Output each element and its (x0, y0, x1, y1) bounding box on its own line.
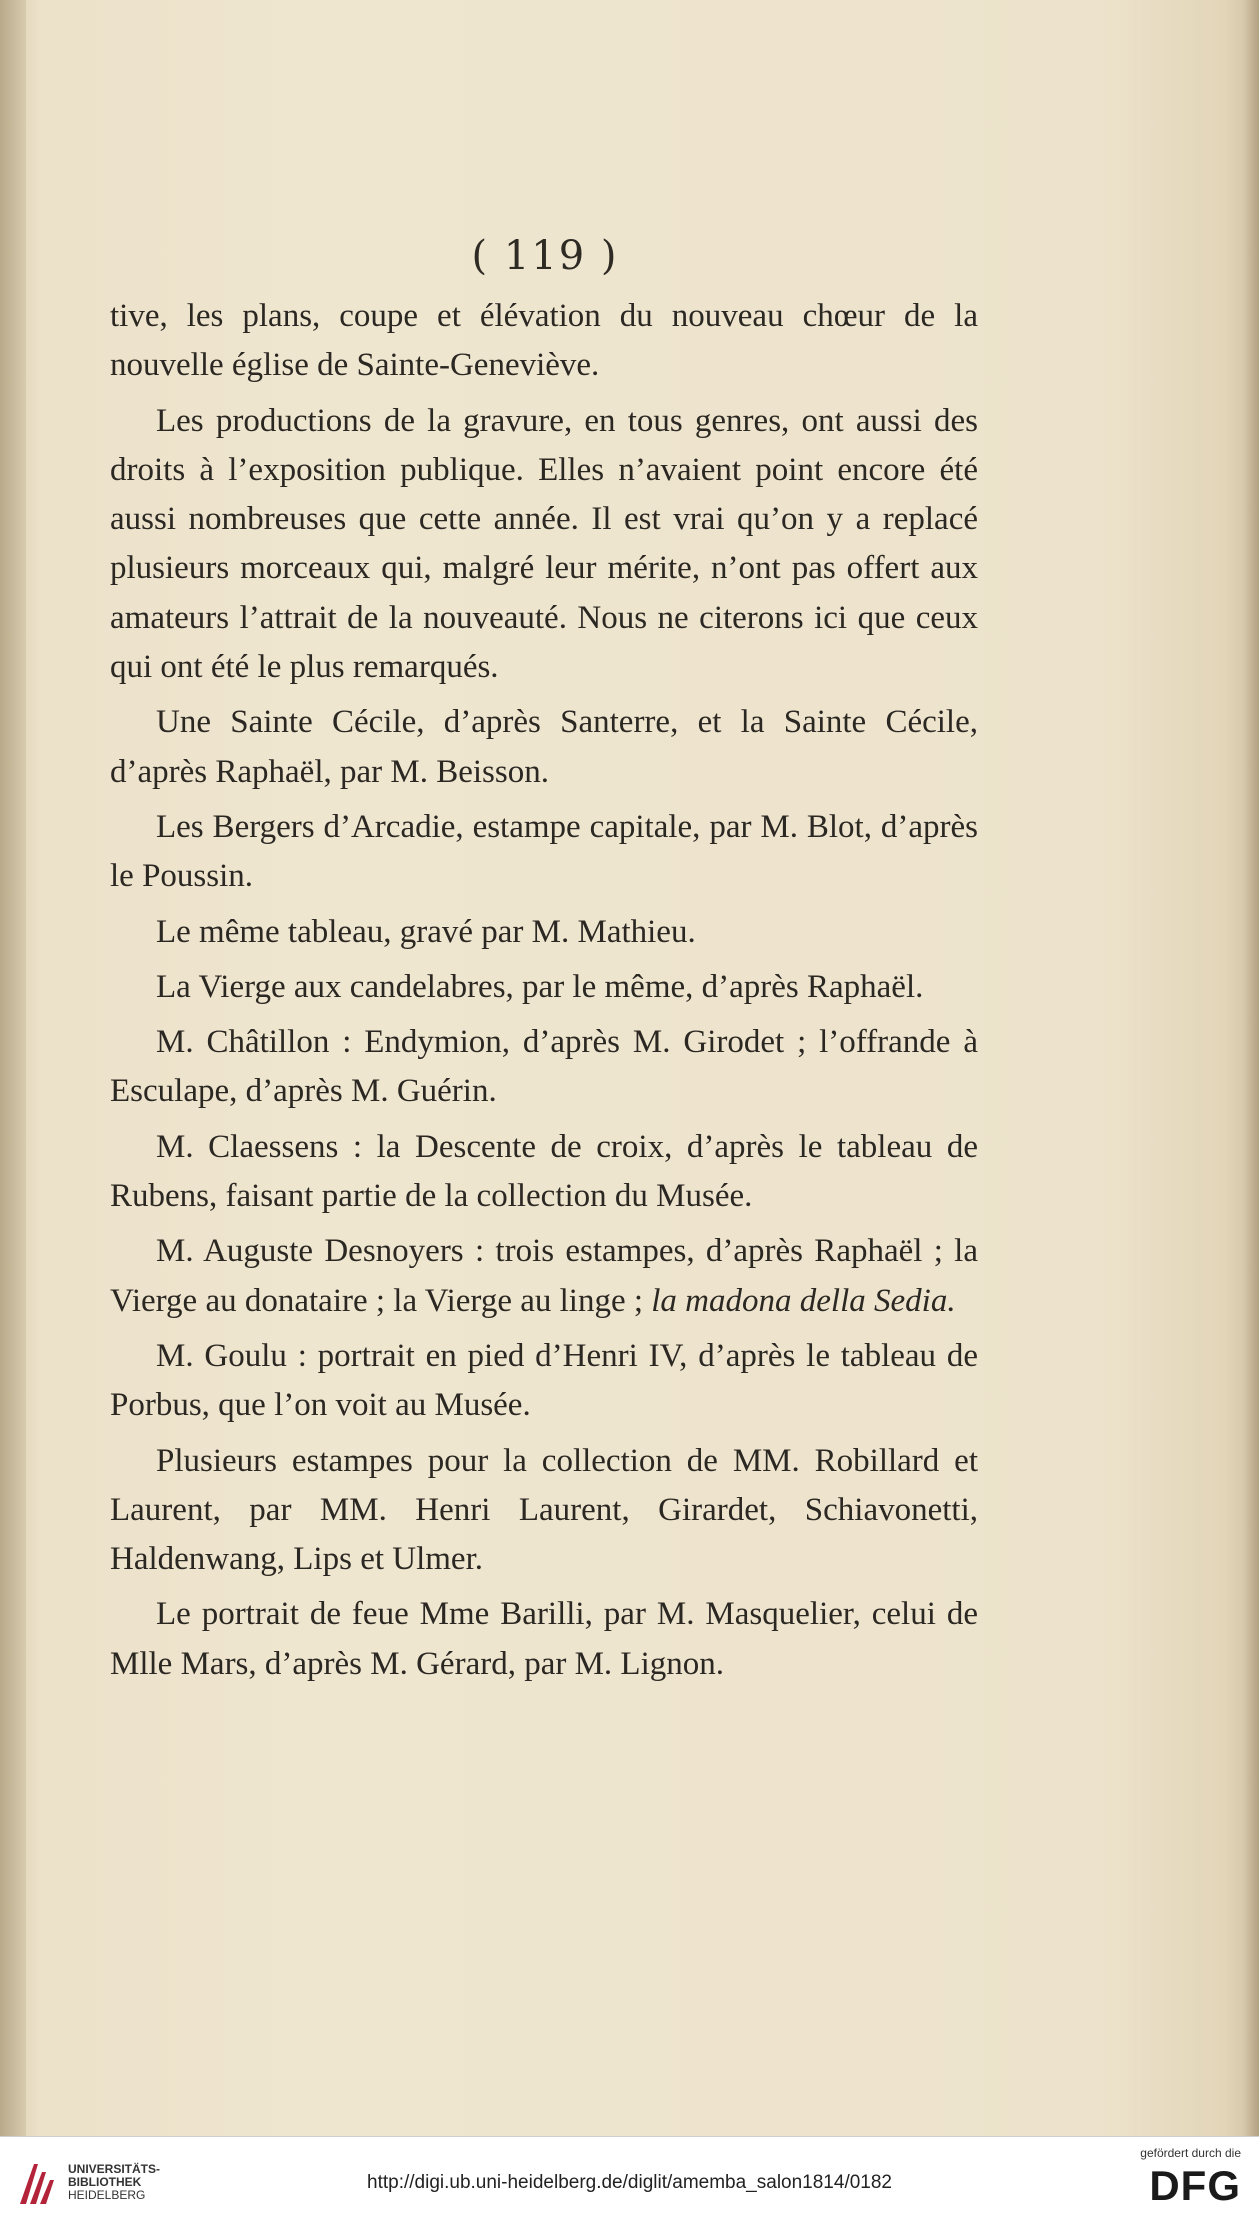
paragraph-11: Plusieurs estampes pour la collection de MM. Robillard et Laurent, par MM. Henri Laurent, Girardet, Schiavonetti, Haldenwang, Lips et Ulmer. (110, 1442, 978, 1578)
page-number-header: ( 119 ) (471, 233, 619, 279)
permalink-url[interactable]: http://digi.ub.uni-heidelberg.de/diglit/amemba_salon1814/0182 (367, 2172, 892, 2193)
paragraph-1: tive, les plans, coupe et élévation du nouveau chœur de la nouvelle église de Sainte-Geneviève. (110, 298, 978, 384)
paragraph-9 (110, 1227, 978, 1326)
paragraph-7: M. Châtillon : Endymion, d’après M. Girodet ; l’offrande à Esculape, d’après M. Guérin. (110, 1024, 978, 1110)
funded-by-label: gefördert durch die (1140, 2146, 1241, 2160)
paragraph-8: M. Claessens : la Descente de croix, d’après le tableau de Rubens, faisant partie de la collection du Musée. (110, 1128, 978, 1215)
library-line-3: HEIDELBERG (68, 2188, 146, 2202)
paragraph-9-italic: la madona della Sedia. (651, 1282, 956, 1319)
body-text (110, 292, 978, 1695)
paragraph-2: Les productions de la gravure, en tous genres, ont aussi des droits à l’exposition publique. Elles n’avaient point encore été aussi nombreuses que cette année. Il est vrai qu’on y a replacé plusieurs morceaux qui, malgré leur mérite, n’ont pas offert aux amateurs l’attrait de la nouveauté. Nous ne citerons ici que ceux qui ont été le plus remarqués. (110, 402, 978, 686)
paragraph-6: La Vierge aux candelabres, par le même, d’après Raphaël. (156, 968, 924, 1005)
dfg-logo: DFG (1149, 2162, 1241, 2209)
paragraph-10: M. Goulu : portrait en pied d’Henri IV, d’après le tableau de Porbus, que l’on voit au Musée. (110, 1337, 978, 1424)
paragraph-4: Les Bergers d’Arcadie, estampe capitale, par M. Blot, d’après le Poussin. (110, 808, 978, 895)
paragraph-9-text: M. Auguste Desnoyers : trois estampes, d’après Raphaël ; la Vierge au donataire ; la Vierge au linge ; (110, 1233, 978, 1319)
paragraph-5: Le même tableau, gravé par M. Mathieu. (156, 913, 696, 950)
library-line-1: UNIVERSITÄTS- (68, 2162, 161, 2176)
page-edge-shadow (1243, 0, 1259, 2136)
paragraph-12: Le portrait de feue Mme Barilli, par M. Masquelier, celui de Mlle Mars, d’après M. Gérard, par M. Lignon. (110, 1596, 978, 1682)
paragraph-3: Une Sainte Cécile, d’après Santerre, et la Sainte Cécile, d’après Raphaël, par M. Beisson. (110, 704, 978, 790)
book-gutter (0, 0, 26, 2136)
library-line-2: BIBLIOTHEK (68, 2175, 142, 2189)
